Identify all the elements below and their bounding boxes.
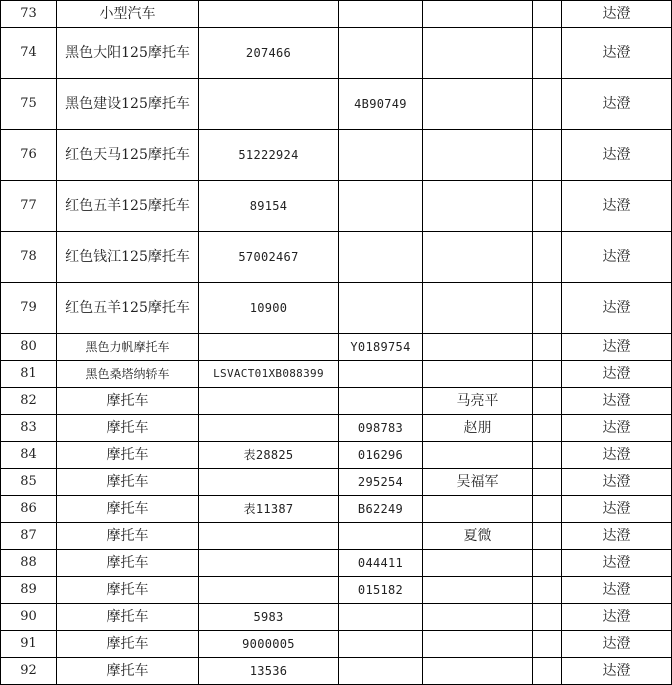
owner-name xyxy=(423,496,533,523)
row-number: 75 xyxy=(1,79,57,130)
plate-number xyxy=(339,232,423,283)
table-row xyxy=(1,28,672,79)
vehicle-name: 摩托车 xyxy=(57,577,199,604)
owner-name xyxy=(423,1,533,28)
vehicle-name: 摩托车 xyxy=(57,415,199,442)
row-number: 77 xyxy=(1,181,57,232)
plate-number: 015182 xyxy=(339,577,423,604)
vehicle-name: 摩托车 xyxy=(57,388,199,415)
vehicle-name: 黑色建设125摩托车 xyxy=(57,79,199,130)
frame-number: 51222924 xyxy=(199,130,339,181)
table-row xyxy=(1,361,672,388)
frame-number xyxy=(199,79,339,130)
row-number: 78 xyxy=(1,232,57,283)
frame-number: LSVACT01XB088399 xyxy=(199,361,339,388)
empty-cell xyxy=(533,361,562,388)
row-number: 76 xyxy=(1,130,57,181)
owner-name: 马亮平 xyxy=(423,388,533,415)
frame-number: 表11387 xyxy=(199,496,339,523)
vehicle-name: 红色钱江125摩托车 xyxy=(57,232,199,283)
vehicle-name: 黑色桑塔纳轿车 xyxy=(57,361,199,388)
status-cell: 达澄 xyxy=(562,79,672,130)
empty-cell xyxy=(533,28,562,79)
row-number: 92 xyxy=(1,658,57,685)
owner-name xyxy=(423,28,533,79)
status-cell: 达澄 xyxy=(562,523,672,550)
status-cell: 达澄 xyxy=(562,496,672,523)
table-row xyxy=(1,130,672,181)
plate-number xyxy=(339,658,423,685)
table-row xyxy=(1,496,672,523)
empty-cell xyxy=(533,181,562,232)
status-cell: 达澄 xyxy=(562,469,672,496)
table-row xyxy=(1,1,672,28)
table-row xyxy=(1,658,672,685)
vehicle-name: 摩托车 xyxy=(57,442,199,469)
status-cell: 达澄 xyxy=(562,334,672,361)
plate-number: 098783 xyxy=(339,415,423,442)
empty-cell xyxy=(533,577,562,604)
row-number: 81 xyxy=(1,361,57,388)
owner-name xyxy=(423,283,533,334)
status-cell: 达澄 xyxy=(562,442,672,469)
vehicle-name: 摩托车 xyxy=(57,469,199,496)
plate-number xyxy=(339,283,423,334)
table-row xyxy=(1,631,672,658)
plate-number xyxy=(339,631,423,658)
vehicle-name: 小型汽车 xyxy=(57,1,199,28)
status-cell: 达澄 xyxy=(562,232,672,283)
plate-number xyxy=(339,1,423,28)
vehicle-name: 黑色大阳125摩托车 xyxy=(57,28,199,79)
frame-number xyxy=(199,415,339,442)
table-row xyxy=(1,388,672,415)
empty-cell xyxy=(533,523,562,550)
owner-name xyxy=(423,130,533,181)
vehicle-name: 黑色力帆摩托车 xyxy=(57,334,199,361)
plate-number xyxy=(339,28,423,79)
plate-number: B62249 xyxy=(339,496,423,523)
vehicle-name: 摩托车 xyxy=(57,604,199,631)
row-number: 74 xyxy=(1,28,57,79)
table-row xyxy=(1,232,672,283)
frame-number xyxy=(199,577,339,604)
plate-number: Y0189754 xyxy=(339,334,423,361)
vehicle-name: 红色五羊125摩托车 xyxy=(57,181,199,232)
row-number: 89 xyxy=(1,577,57,604)
row-number: 90 xyxy=(1,604,57,631)
row-number: 91 xyxy=(1,631,57,658)
row-number: 83 xyxy=(1,415,57,442)
frame-number: 89154 xyxy=(199,181,339,232)
vehicle-name: 摩托车 xyxy=(57,658,199,685)
frame-number xyxy=(199,523,339,550)
owner-name xyxy=(423,232,533,283)
table-row xyxy=(1,283,672,334)
row-number: 86 xyxy=(1,496,57,523)
empty-cell xyxy=(533,496,562,523)
empty-cell xyxy=(533,130,562,181)
empty-cell xyxy=(533,232,562,283)
status-cell: 达澄 xyxy=(562,361,672,388)
empty-cell xyxy=(533,469,562,496)
row-number: 84 xyxy=(1,442,57,469)
empty-cell xyxy=(533,334,562,361)
table-row xyxy=(1,523,672,550)
frame-number: 9000005 xyxy=(199,631,339,658)
empty-cell xyxy=(533,658,562,685)
vehicle-name: 红色五羊125摩托车 xyxy=(57,283,199,334)
frame-number: 207466 xyxy=(199,28,339,79)
status-cell: 达澄 xyxy=(562,604,672,631)
frame-number: 13536 xyxy=(199,658,339,685)
table-row xyxy=(1,604,672,631)
empty-cell xyxy=(533,415,562,442)
table-row xyxy=(1,181,672,232)
vehicle-name: 摩托车 xyxy=(57,550,199,577)
owner-name: 吴福军 xyxy=(423,469,533,496)
frame-number xyxy=(199,469,339,496)
row-number: 80 xyxy=(1,334,57,361)
table-row xyxy=(1,469,672,496)
frame-number xyxy=(199,334,339,361)
status-cell: 达澄 xyxy=(562,181,672,232)
status-cell: 达澄 xyxy=(562,388,672,415)
table-row xyxy=(1,442,672,469)
frame-number: 57002467 xyxy=(199,232,339,283)
table-row xyxy=(1,334,672,361)
status-cell: 达澄 xyxy=(562,283,672,334)
row-number: 87 xyxy=(1,523,57,550)
frame-number: 10900 xyxy=(199,283,339,334)
frame-number: 表28825 xyxy=(199,442,339,469)
empty-cell xyxy=(533,604,562,631)
plate-number: 016296 xyxy=(339,442,423,469)
empty-cell xyxy=(533,550,562,577)
owner-name xyxy=(423,658,533,685)
empty-cell xyxy=(533,1,562,28)
plate-number xyxy=(339,361,423,388)
table-row xyxy=(1,577,672,604)
vehicle-name: 摩托车 xyxy=(57,631,199,658)
row-number: 85 xyxy=(1,469,57,496)
owner-name xyxy=(423,334,533,361)
owner-name: 赵朋 xyxy=(423,415,533,442)
plate-number: 044411 xyxy=(339,550,423,577)
owner-name xyxy=(423,361,533,388)
status-cell: 达澄 xyxy=(562,1,672,28)
table-row xyxy=(1,415,672,442)
owner-name xyxy=(423,79,533,130)
frame-number: 5983 xyxy=(199,604,339,631)
owner-name xyxy=(423,550,533,577)
status-cell: 达澄 xyxy=(562,550,672,577)
plate-number xyxy=(339,181,423,232)
plate-number: 4B90749 xyxy=(339,79,423,130)
owner-name: 夏微 xyxy=(423,523,533,550)
table-row xyxy=(1,550,672,577)
owner-name xyxy=(423,577,533,604)
frame-number xyxy=(199,388,339,415)
row-number: 88 xyxy=(1,550,57,577)
status-cell: 达澄 xyxy=(562,415,672,442)
status-cell: 达澄 xyxy=(562,577,672,604)
status-cell: 达澄 xyxy=(562,658,672,685)
table-row xyxy=(1,79,672,130)
owner-name xyxy=(423,631,533,658)
empty-cell xyxy=(533,79,562,130)
empty-cell xyxy=(533,442,562,469)
empty-cell xyxy=(533,283,562,334)
owner-name xyxy=(423,604,533,631)
owner-name xyxy=(423,181,533,232)
vehicle-name: 摩托车 xyxy=(57,496,199,523)
status-cell: 达澄 xyxy=(562,130,672,181)
plate-number: 295254 xyxy=(339,469,423,496)
plate-number xyxy=(339,523,423,550)
frame-number xyxy=(199,550,339,577)
empty-cell xyxy=(533,631,562,658)
status-cell: 达澄 xyxy=(562,631,672,658)
empty-cell xyxy=(533,388,562,415)
owner-name xyxy=(423,442,533,469)
vehicle-name: 摩托车 xyxy=(57,523,199,550)
plate-number xyxy=(339,604,423,631)
plate-number xyxy=(339,388,423,415)
frame-number xyxy=(199,1,339,28)
row-number: 73 xyxy=(1,1,57,28)
vehicle-name: 红色天马125摩托车 xyxy=(57,130,199,181)
status-cell: 达澄 xyxy=(562,28,672,79)
row-number: 79 xyxy=(1,283,57,334)
plate-number xyxy=(339,130,423,181)
row-number: 82 xyxy=(1,388,57,415)
